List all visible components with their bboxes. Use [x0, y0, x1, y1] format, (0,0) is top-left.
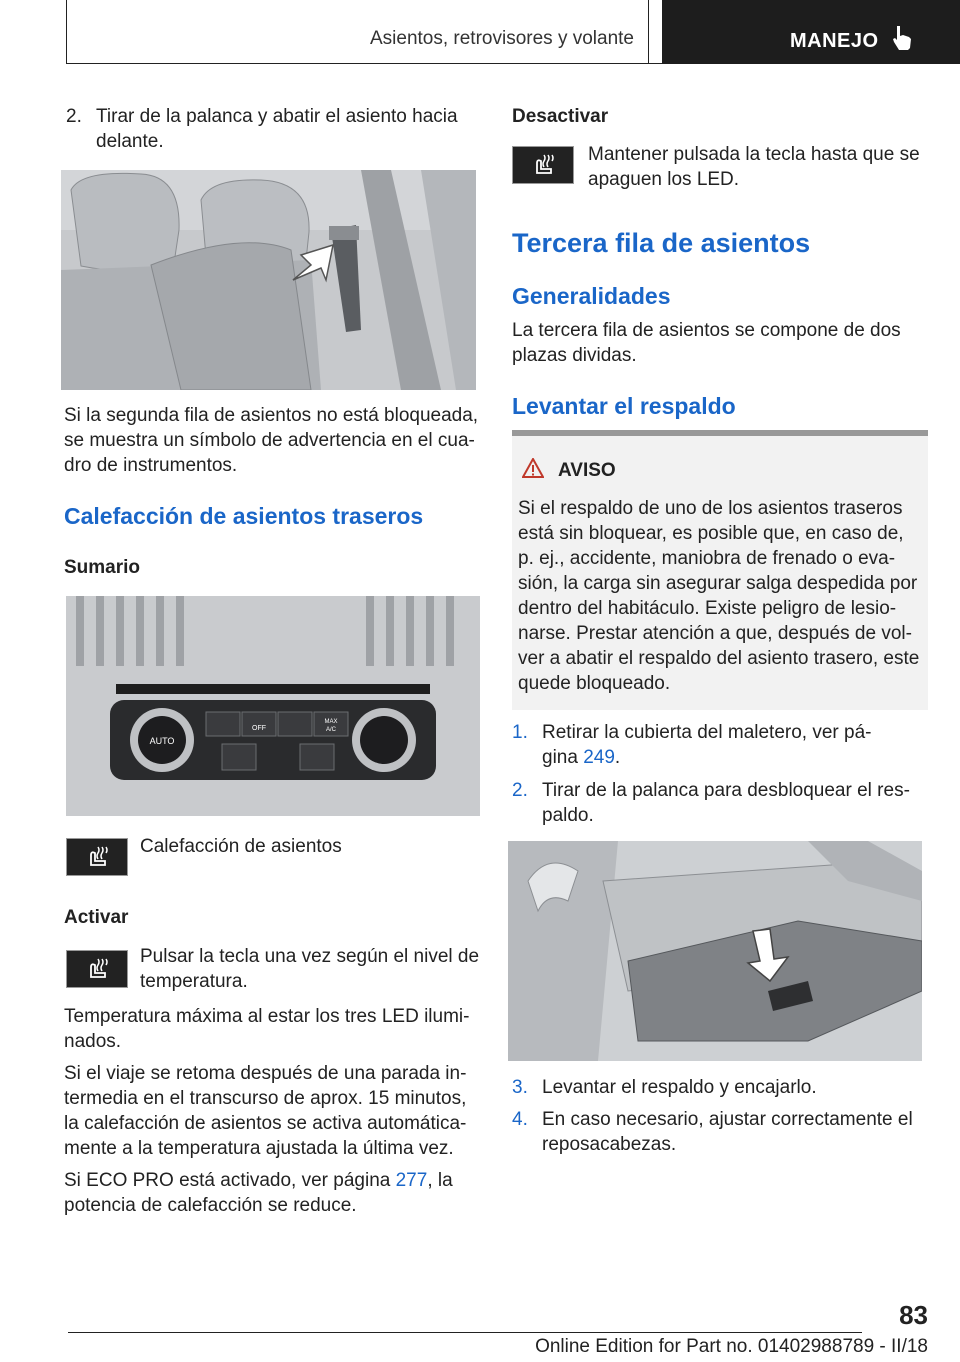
- step-2b-number: 2.: [512, 780, 528, 801]
- step-2-line-1: Tirar de la palanca y abatir el asiento hacia: [96, 106, 458, 127]
- page-link-277[interactable]: 277: [395, 1170, 428, 1191]
- step-2-line-2: delante.: [96, 131, 164, 152]
- warning-line-3: p. ej., accidente, maniobra de frenado o eva-: [518, 548, 896, 569]
- max-temp-line-2: nados.: [64, 1031, 122, 1052]
- warning-symbol-line-3: dro de instrumentos.: [64, 455, 238, 476]
- resume-line-4: mente a la temperatura ajustada la última vez.: [64, 1138, 454, 1159]
- edition-footer: Online Edition for Part no. 01402988789 - II/18: [535, 1336, 928, 1357]
- warning-title: AVISO: [558, 460, 616, 481]
- eco-pro-text: Si ECO PRO está activado, ver página: [64, 1170, 396, 1191]
- step-1-text-end: .: [614, 747, 621, 768]
- console-auto-label: AUTO: [149, 736, 175, 746]
- header-bottom-rule: [66, 63, 662, 64]
- pointing-hand-icon: [890, 24, 914, 52]
- subheading-deactivate: Desactivar: [512, 106, 609, 127]
- header-divider: [648, 0, 649, 64]
- warning-box: [512, 430, 928, 710]
- step-1-line-2: [542, 745, 620, 770]
- warning-symbol-line-2: se muestra un símbolo de advertencia en el cua-: [64, 430, 475, 451]
- warning-line-2: está sin bloquear, es posible que, en caso de,: [518, 523, 904, 544]
- heading-third-row-seats: Tercera fila de asientos: [512, 228, 811, 258]
- step-3-line-1: Levantar el respaldo y encajarlo.: [542, 1077, 817, 1098]
- page-number: 83: [899, 1300, 928, 1330]
- seat-heating-caption: Calefacción de asientos: [140, 836, 342, 857]
- deactivate-line-1: Mantener pulsada la tecla hasta que se: [588, 144, 920, 165]
- section-title: Asientos, retrovisores y volante: [369, 28, 634, 49]
- eco-pro-text-end: , la: [427, 1170, 453, 1191]
- heading-rear-seat-heating: Calefacción de asientos traseros: [64, 503, 424, 529]
- seat-heating-icon: [86, 957, 110, 981]
- seat-heating-icon: [86, 845, 110, 869]
- subheading-overview: Sumario: [64, 557, 141, 578]
- rear-seat-lever-image: [61, 170, 476, 390]
- step-4-line-2: reposacabezas.: [542, 1134, 677, 1155]
- seat-heating-button-icon: [66, 838, 128, 876]
- warning-line-7: ver a abatir el respaldo del asiento trasero, este: [518, 648, 920, 669]
- warning-line-8: quede bloqueado.: [518, 673, 671, 694]
- subheading-activate: Activar: [64, 907, 129, 928]
- max-temp-line-1: Temperatura máxima al estar los tres LED ilumi-: [64, 1006, 470, 1027]
- chapter-tab[interactable]: [662, 0, 960, 64]
- step-3-number: 3.: [512, 1077, 528, 1098]
- resume-line-2: termedia en el transcurso de aprox. 15 minutos,: [64, 1088, 467, 1109]
- footer-rule: [68, 1332, 862, 1333]
- header-left-rule: [66, 0, 67, 64]
- general-line-1: La tercera fila de asientos se compone de dos: [512, 320, 901, 341]
- warning-line-1: Si el respaldo de uno de los asientos traseros: [518, 498, 903, 519]
- general-line-2: plazas dividas.: [512, 345, 637, 366]
- deactivate-line-2: apaguen los LED.: [588, 169, 740, 190]
- warning-line-6: narse. Prestar atención a que, después de vol-: [518, 623, 912, 644]
- eco-pro-line-2: potencia de calefacción se reduce.: [64, 1195, 357, 1216]
- console-off-label: OFF: [252, 725, 266, 732]
- seat-heating-icon: [532, 153, 556, 177]
- resume-line-1: Si el viaje se retoma después de una parada in-: [64, 1063, 467, 1084]
- console-ac-label: A/C: [325, 727, 337, 733]
- activate-line-1: Pulsar la tecla una vez según el nivel de: [140, 946, 480, 967]
- warning-symbol-line-1: Si la segunda fila de asientos no está bloqueada,: [64, 405, 479, 426]
- seat-heating-button-icon-activate: [66, 950, 128, 988]
- page-link-249[interactable]: 249: [583, 747, 615, 768]
- step-2b-line-2: paldo.: [542, 805, 594, 826]
- console-max-label: MAX: [324, 719, 338, 725]
- step-4-number: 4.: [512, 1109, 528, 1130]
- step-4-line-1: En caso necesario, ajustar correctamente el: [542, 1109, 913, 1130]
- warning-line-5: dentro del habitáculo. Existe peligro de lesio-: [518, 598, 897, 619]
- activate-line-2: temperatura.: [140, 971, 248, 992]
- chapter-label: MANEJO: [790, 30, 879, 52]
- seat-heating-button-icon-deactivate: [512, 146, 574, 184]
- third-row-backrest-image: [508, 841, 922, 1061]
- step-1-text: gina: [542, 747, 584, 768]
- step-1-line-1: Retirar la cubierta del maletero, ver pá-: [542, 722, 872, 743]
- step-1-number: 1.: [512, 722, 528, 743]
- heading-raise-backrest: Levantar el respaldo: [512, 393, 736, 419]
- rear-climate-console-image: [66, 596, 480, 816]
- step-2-number: 2.: [66, 106, 82, 127]
- step-2b-line-1: Tirar de la palanca para desbloquear el res-: [542, 780, 910, 801]
- heading-general: Generalidades: [512, 283, 671, 309]
- warning-triangle-icon: [522, 458, 544, 478]
- resume-line-3: la calefacción de asientos se activa automática-: [64, 1113, 467, 1134]
- warning-line-4: sión, la carga sin asegurar salga despedida por: [518, 573, 918, 594]
- eco-pro-line-1: [64, 1168, 453, 1193]
